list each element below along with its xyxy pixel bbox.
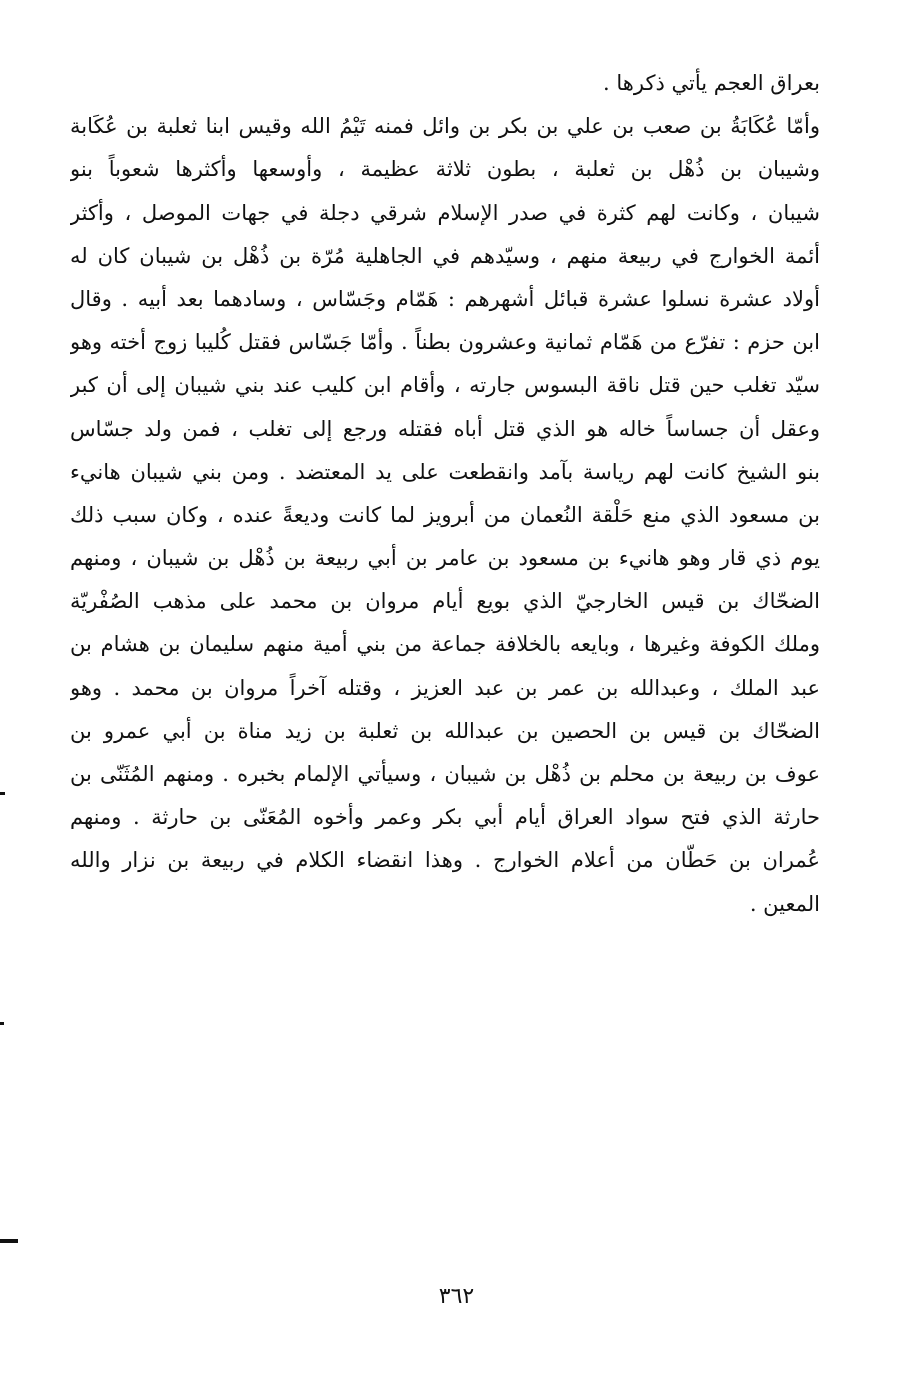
text-line: بن مسعود الذي منع حَلْقة النُعمان من أبرويز لما كانت وديعةً عنده ، وكان سبب ذلك: [70, 502, 820, 527]
text-line: شيبان ، وكانت لهم كثرة في صدر الإسلام شرقي دجلة في جهات الموصل ، وأكثر: [70, 200, 820, 225]
text-line: يوم ذي قار وهو هانيء بن مسعود بن عامر بن أبي ربيعة بن ذُهْل بن شيبان ، ومنهم: [70, 546, 820, 571]
scan-edge-mark: [0, 1022, 4, 1025]
page-number: ٣٦٢: [438, 1284, 475, 1309]
text-line: وملك الكوفة وغيرها ، وبايعه بالخلافة جماعة من بني أمية منهم سليمان بن هشام بن: [70, 632, 820, 657]
text-line: عُمران بن حَطّان من أعلام الخوارج . وهذا انقضاء الكلام في ربيعة بن نزار والله: [70, 848, 820, 873]
text-line: أولاد عشرة نسلوا عشرة قبائل أشهرهم : هَمّام وجَسّاس ، وسادهما بعد أبيه . وقال: [70, 286, 820, 311]
text-line: حارثة الذي فتح سواد العراق أيام أبي بكر وعمر وأخوه المُعَنّى بن حارثة . ومنهم: [70, 805, 820, 830]
body-text: [70, 62, 820, 926]
text-line: بعراق العجم يأتي ذكرها .: [603, 71, 820, 95]
text-line: ابن حزم : تفرّع من هَمّام ثمانية وعشرون بطناً . وأمّا جَسّاس فقتل كُليبا زوج أخته وهو: [70, 330, 820, 355]
text-line: المعين .: [749, 891, 820, 916]
text-line: سيّد تغلب حين قتل ناقة البسوس جارته ، وأقام ابن كليب عند بني شيبان إلى أن كبر: [70, 373, 820, 398]
text-line: أئمة الخوارج في ربيعة منهم ، وسيّدهم في الجاهلية مُرّة بن ذُهْل بن شيبان كان له: [70, 243, 820, 268]
text-line: الضحّاك بن قيس بن الحصين بن عبدالله بن ثعلبة بن زيد مناة بن أبي عمرو بن: [70, 718, 820, 743]
text-line: وأمّا عُكَابَةُ بن صعب بن علي بن بكر بن وائل فمنه تَيْمُ الله وقيس ابنا ثعلبة بن عُكَابة: [70, 114, 820, 139]
scan-edge-mark: [0, 792, 5, 795]
text-line: بنو الشيخ كانت لهم رياسة بآمد وانقطعت على يد المعتضد . ومن بني شيبان هانيء: [70, 459, 820, 484]
text-line: وشيبان بن ذُهْل بن ثعلبة ، بطون ثلاثة عظيمة ، وأوسعها وأكثرها شعوباً بنو: [70, 157, 820, 182]
text-line: وعقل أن جساساً خاله هو الذي قتل أباه فقتله ورجع إلى تغلب ، فمن ولد جسّاس: [70, 416, 820, 441]
text-line: عوف بن ربيعة بن محلم بن ذُهْل بن شيبان ، وسيأتي الإلمام بخبره . ومنهم المُثَنّى بن: [70, 762, 820, 786]
text-line: الضحّاك بن قيس الخارجيّ الذي بويع أيام مروان بن محمد على مذهب الصُفْريّة: [70, 589, 820, 614]
text-line: عبد الملك ، وعبدالله بن عمر بن عبد العزيز ، وقتله آخراً مروان بن محمد . وهو: [70, 675, 820, 700]
scan-edge-mark: [0, 1239, 18, 1243]
